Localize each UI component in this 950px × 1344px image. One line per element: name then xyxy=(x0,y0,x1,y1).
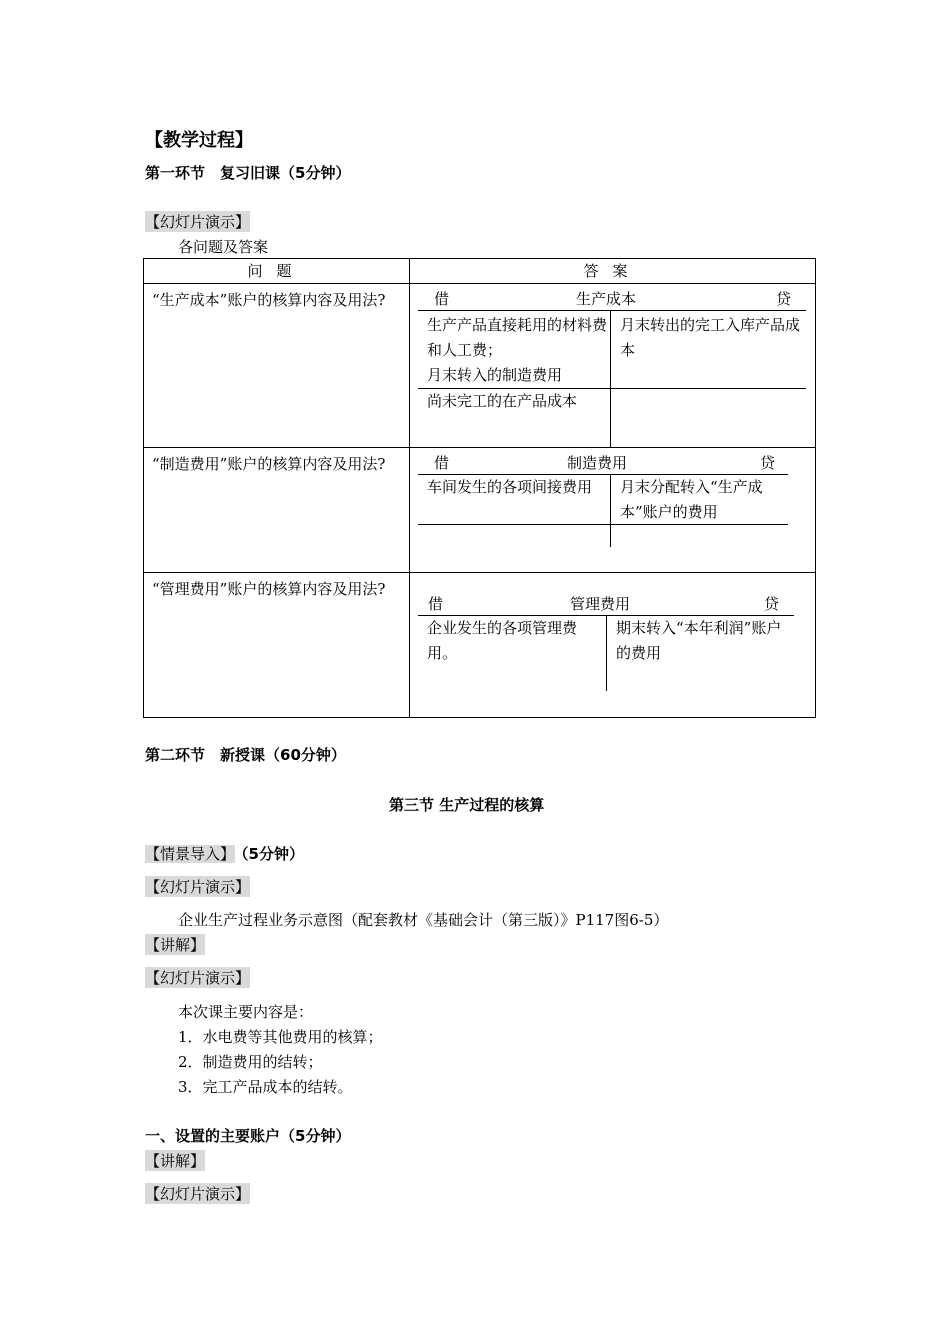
debit-label: 借 xyxy=(434,454,450,472)
t-vertical-line xyxy=(610,475,611,547)
scene-intro-time: （5分钟） xyxy=(241,845,304,863)
qa-table xyxy=(143,258,816,718)
step-two-heading: 第二环节 新授课（60分钟） xyxy=(145,746,346,764)
list-item: 1．水电费等其他费用的核算； xyxy=(178,1028,383,1046)
lecture-tag: 【讲解】 xyxy=(145,936,206,954)
t-account-admin-expense xyxy=(410,573,815,717)
scene-intro xyxy=(145,843,304,864)
debit-label: 借 xyxy=(428,595,444,613)
credit-label: 贷 xyxy=(764,595,780,613)
slide-tag: 【幻灯片演示】 xyxy=(145,969,251,987)
list-item: 3．完工产品成本的结转。 xyxy=(178,1078,353,1096)
debit-entry: 车间发生的各项间接费用 xyxy=(427,478,593,496)
debit-label: 借 xyxy=(434,290,450,308)
credit-label: 贷 xyxy=(760,454,776,472)
answer-cell xyxy=(410,284,816,448)
t-account-production-cost xyxy=(410,284,815,447)
step-one-heading: 第一环节 复习旧课（5分钟） xyxy=(145,164,351,182)
account-name: 生产成本 xyxy=(576,290,637,308)
credit-entry: 期末转入“本年利润”账户的费用 xyxy=(616,619,782,662)
header-question: 问题 xyxy=(144,259,410,284)
scene-intro-tag: 【情景导入】 xyxy=(145,845,236,863)
credit-entry: 月末分配转入“生产成本”账户的费用 xyxy=(620,478,763,521)
list-item: 2．制造费用的结转； xyxy=(178,1053,323,1071)
slide-tag: 【幻灯片演示】 xyxy=(145,1185,251,1203)
page-title: 【教学过程】 xyxy=(145,130,253,151)
debit-entry: 生产产品直接耗用的材料费和人工费； xyxy=(427,316,608,359)
table-caption: 各问题及答案 xyxy=(178,238,269,256)
t-vertical-line xyxy=(610,311,611,447)
t-vertical-line xyxy=(606,616,607,691)
debit-entry: 月末转入的制造费用 xyxy=(427,366,563,384)
t-account-manufacturing-overhead xyxy=(410,448,815,572)
content-intro: 本次课主要内容是： xyxy=(178,1003,314,1021)
section-title: 第三节 生产过程的核算 xyxy=(389,796,545,814)
part-one-heading: 一、设置的主要账户（5分钟） xyxy=(145,1127,351,1145)
slide-tag: 【幻灯片演示】 xyxy=(145,878,251,896)
t-horizontal-line xyxy=(418,310,806,311)
answer-cell xyxy=(410,448,816,573)
answer-cell xyxy=(410,573,816,718)
debit-entry: 企业发生的各项管理费用。 xyxy=(427,619,578,662)
credit-label: 贷 xyxy=(776,290,792,308)
credit-entry: 月末转出的完工入库产品成本 xyxy=(620,316,801,359)
balance-line xyxy=(418,524,788,525)
account-name: 制造费用 xyxy=(567,454,628,472)
balance-entry: 尚未完工的在产品成本 xyxy=(427,392,578,410)
lecture-tag: 【讲解】 xyxy=(145,1152,206,1170)
question-cell: “生产成本”账户的核算内容及用法? xyxy=(144,284,410,448)
question-cell: “制造费用”账户的核算内容及用法? xyxy=(144,448,410,573)
header-answer: 答案 xyxy=(410,259,816,284)
question-cell: “管理费用”账户的核算内容及用法? xyxy=(144,573,410,718)
slide-tag: 【幻灯片演示】 xyxy=(145,213,251,231)
account-name: 管理费用 xyxy=(570,595,631,613)
diagram-reference: 企业生产过程业务示意图（配套教材《基础会计（第三版）》P117图6-5） xyxy=(178,911,669,929)
